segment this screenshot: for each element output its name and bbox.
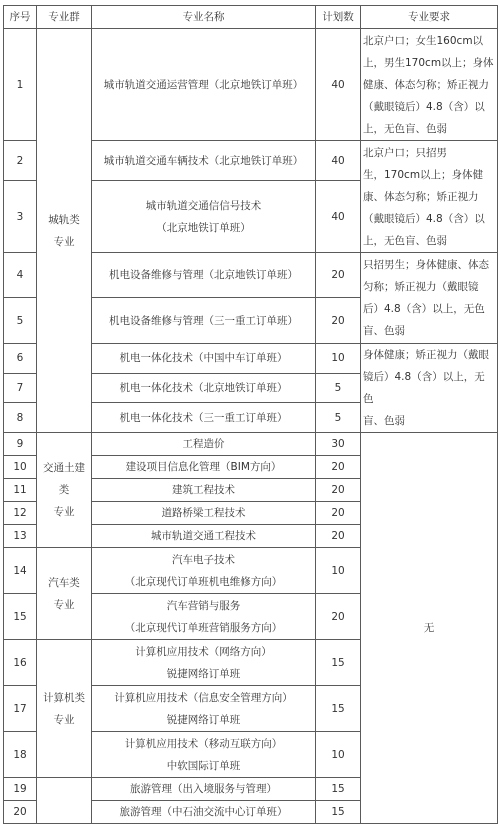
- plan-count: 30: [316, 433, 361, 456]
- plan-count: 5: [316, 373, 361, 403]
- header-group: 专业群: [37, 6, 92, 29]
- requirement-cell: 只招男生；身体健康、体态 匀称；矫正视力（戴眼镜 后）4.8（含）以上，无色 盲、色弱: [361, 253, 498, 344]
- major-name: 计算机应用技术（网络方向） 锐捷网络订单班: [92, 640, 316, 686]
- row-no: 3: [4, 181, 37, 253]
- plan-count: 20: [316, 456, 361, 479]
- group-cell-empty: [37, 778, 92, 824]
- header-requirement: 专业要求: [361, 6, 498, 29]
- table-row: [4, 433, 498, 456]
- row-no: 17: [4, 686, 37, 732]
- major-name: 计算机应用技术（移动互联方向） 中软国际订单班: [92, 732, 316, 778]
- major-name: 旅游管理（中石油交流中心订单班）: [92, 801, 316, 824]
- row-no: 19: [4, 778, 37, 801]
- row-no: 11: [4, 479, 37, 502]
- major-name: 机电设备维修与管理（北京地铁订单班）: [92, 253, 316, 298]
- row-no: 12: [4, 502, 37, 525]
- major-name: 城市轨道交通工程技术: [92, 525, 316, 548]
- group-cell-civil: 交通土建类 专业: [37, 433, 92, 548]
- major-name: 汽车电子技术 （北京现代订单班机电维修方向）: [92, 548, 316, 594]
- plan-count: 5: [316, 403, 361, 433]
- row-no: 7: [4, 373, 37, 403]
- plan-count: 10: [316, 548, 361, 594]
- row-no: 9: [4, 433, 37, 456]
- plan-count: 15: [316, 686, 361, 732]
- header-plan: 计划数: [316, 6, 361, 29]
- group-cell-auto: 汽车类 专业: [37, 548, 92, 640]
- row-no: 15: [4, 594, 37, 640]
- row-no: 10: [4, 456, 37, 479]
- requirement-cell: 北京户口；女生160cm以 上，男生170cm以上；身体 健康、体态匀称；矫正视力 （戴眼镜后）4.8（含）以 上，无色盲、色弱: [361, 29, 498, 141]
- major-name: 道路桥梁工程技术: [92, 502, 316, 525]
- major-name: 汽车营销与服务 （北京现代订单班营销服务方向）: [92, 594, 316, 640]
- plan-count: 15: [316, 778, 361, 801]
- plan-count: 20: [316, 502, 361, 525]
- group-cell-rail: 城轨类 专业: [37, 29, 92, 433]
- row-no: 1: [4, 29, 37, 141]
- major-name: 城市轨道交通运营管理（北京地铁订单班）: [92, 29, 316, 141]
- enrollment-plan-table: [3, 5, 498, 824]
- major-name: 旅游管理（出入境服务与管理）: [92, 778, 316, 801]
- major-name: 城市轨道交通信信号技术 （北京地铁订单班）: [92, 181, 316, 253]
- requirement-cell-none: 无: [361, 433, 498, 824]
- requirement-cell: 北京户口；只招男 生，170cm以上；身体健 康、体态匀称；矫正视力 （戴眼镜后）4.8（含）以 上，无色盲、色弱: [361, 141, 498, 253]
- plan-count: 15: [316, 640, 361, 686]
- row-no: 18: [4, 732, 37, 778]
- plan-count: 15: [316, 801, 361, 824]
- major-name: 机电一体化技术（中国中车订单班）: [92, 344, 316, 374]
- row-no: 13: [4, 525, 37, 548]
- plan-count: 40: [316, 181, 361, 253]
- plan-count: 20: [316, 479, 361, 502]
- major-name: 机电设备维修与管理（三一重工订单班）: [92, 298, 316, 344]
- row-no: 16: [4, 640, 37, 686]
- group-cell-computer: 计算机类 专业: [37, 640, 92, 778]
- plan-count: 40: [316, 141, 361, 181]
- row-no: 6: [4, 344, 37, 374]
- table-row: [4, 29, 498, 141]
- plan-count: 40: [316, 29, 361, 141]
- major-name: 城市轨道交通车辆技术（北京地铁订单班）: [92, 141, 316, 181]
- major-name: 计算机应用技术（信息安全管理方向） 锐捷网络订单班: [92, 686, 316, 732]
- plan-count: 20: [316, 594, 361, 640]
- major-name: 建设项目信息化管理（BIM方向）: [92, 456, 316, 479]
- header-no: 序号: [4, 6, 37, 29]
- plan-count: 20: [316, 253, 361, 298]
- row-no: 2: [4, 141, 37, 181]
- row-no: 20: [4, 801, 37, 824]
- major-name: 机电一体化技术（北京地铁订单班）: [92, 373, 316, 403]
- row-no: 14: [4, 548, 37, 594]
- header-major: 专业名称: [92, 6, 316, 29]
- plan-count: 20: [316, 525, 361, 548]
- requirement-cell: 身体健康；矫正视力（戴眼 镜后）4.8（含）以上，无色 盲、色弱: [361, 344, 498, 433]
- plan-count: 20: [316, 298, 361, 344]
- row-no: 5: [4, 298, 37, 344]
- row-no: 4: [4, 253, 37, 298]
- major-name: 工程造价: [92, 433, 316, 456]
- plan-count: 10: [316, 732, 361, 778]
- plan-count: 10: [316, 344, 361, 374]
- header-row: [4, 6, 498, 29]
- row-no: 8: [4, 403, 37, 433]
- major-name: 建筑工程技术: [92, 479, 316, 502]
- major-name: 机电一体化技术（三一重工订单班）: [92, 403, 316, 433]
